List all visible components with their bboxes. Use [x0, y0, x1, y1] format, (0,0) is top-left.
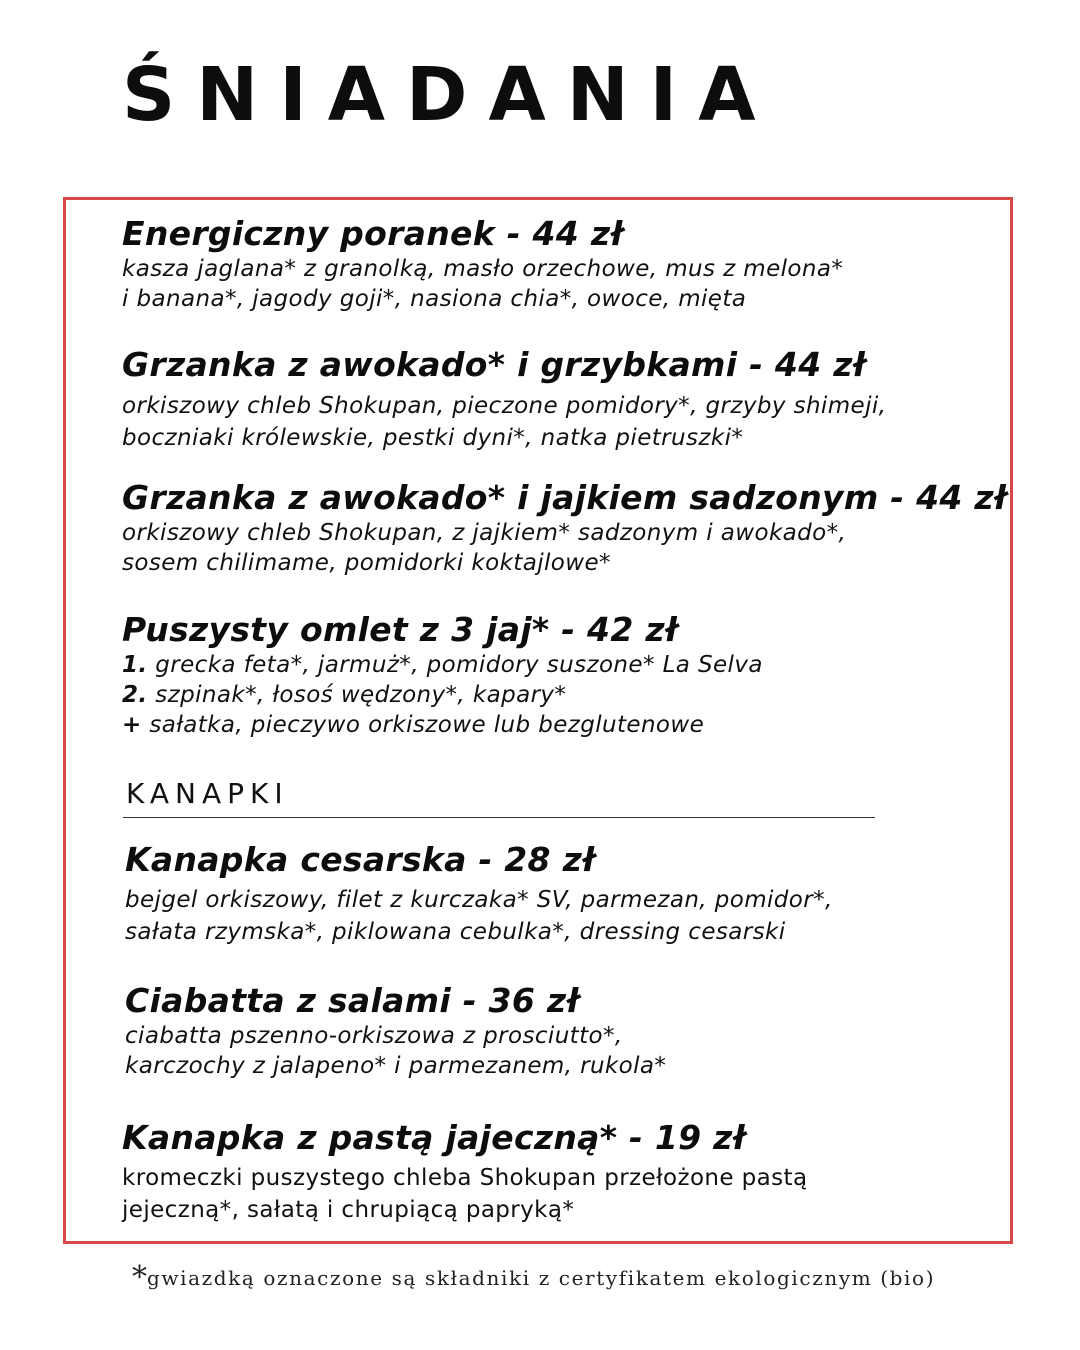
- item-description: [122, 254, 1012, 314]
- description-line: ciabatta pszenno-orkiszowa z prosciutto*,: [125, 1023, 623, 1049]
- menu-item-omlet: [122, 610, 1012, 740]
- item-name: Kanapka cesarska - 28 zł: [125, 840, 595, 879]
- item-description: [122, 391, 1012, 453]
- footnote: [132, 1260, 936, 1295]
- option-text: grecka feta*, jarmuż*, pomidory suszone* La Selva: [147, 652, 763, 678]
- option-number: 1.: [122, 652, 148, 678]
- menu-item-grzanka-jajko: [122, 478, 1012, 578]
- menu-item-kanapka-cesarska: [125, 840, 1015, 948]
- description-line: orkiszowy chleb Shokupan, z jajkiem* sadzonym i awokado*,: [122, 520, 847, 546]
- menu-item-energiczny-poranek: [122, 214, 1012, 314]
- section-divider: [123, 817, 875, 818]
- option-plus: +: [122, 712, 142, 738]
- description-line: i banana*, jagody goji*, nasiona chia*, owoce, mięta: [122, 286, 747, 312]
- item-description: [125, 1021, 1015, 1081]
- asterisk-icon: *: [132, 1260, 147, 1295]
- description-line: [122, 650, 1012, 680]
- option-text: sałatka, pieczywo orkiszowe lub bezglutenowe: [141, 712, 705, 738]
- item-description: [125, 884, 1015, 948]
- description-line: boczniaki królewskie, pestki dyni*, natka pietruszki*: [122, 425, 744, 451]
- footnote-text: gwiazdką oznaczone są składniki z certyfikatem ekologicznym (bio): [147, 1266, 936, 1290]
- description-line: orkiszowy chleb Shokupan, pieczone pomidory*, grzyby shimeji,: [122, 393, 887, 419]
- item-description: [122, 650, 1012, 740]
- item-name: Energiczny poranek - 44 zł: [122, 214, 624, 253]
- description-line: karczochy z jalapeno* i parmezanem, rukola*: [125, 1053, 667, 1079]
- item-name: Kanapka z pastą jajeczną* - 19 zł: [122, 1118, 746, 1157]
- description-line: sosem chilimame, pomidorki koktajlowe*: [122, 550, 611, 576]
- item-name: Ciabatta z salami - 36 zł: [125, 981, 580, 1020]
- description-line: jejeczną*, sałatą i chrupiącą papryką*: [122, 1197, 575, 1223]
- description-line: [122, 710, 1012, 740]
- item-name: Grzanka z awokado* i jajkiem sadzonym - 44 zł: [122, 478, 1007, 517]
- description-line: sałata rzymska*, piklowana cebulka*, dressing cesarski: [125, 919, 786, 945]
- item-description: [122, 1162, 1012, 1226]
- option-number: 2.: [122, 682, 148, 708]
- menu-item-kanapka-pasta: [122, 1118, 1012, 1226]
- menu-item-grzanka-grzybki: [122, 345, 1012, 453]
- description-line: kromeczki puszystego chleba Shokupan przełożone pastą: [122, 1165, 808, 1191]
- description-line: bejgel orkiszowy, filet z kurczaka* SV, parmezan, pomidor*,: [125, 887, 833, 913]
- menu-item-ciabatta: [125, 981, 1015, 1081]
- description-line: kasza jaglana* z granolką, masło orzechowe, mus z melona*: [122, 256, 844, 282]
- item-name: Grzanka z awokado* i grzybkami - 44 zł: [122, 345, 866, 384]
- description-line: [122, 680, 1012, 710]
- item-name: Puszysty omlet z 3 jaj* - 42 zł: [122, 610, 678, 649]
- item-description: [122, 518, 1012, 578]
- section-heading-kanapki: KANAPKI: [126, 777, 289, 810]
- page-title: ŚNIADANIA: [122, 52, 777, 138]
- option-text: szpinak*, łosoś wędzony*, kapary*: [147, 682, 567, 708]
